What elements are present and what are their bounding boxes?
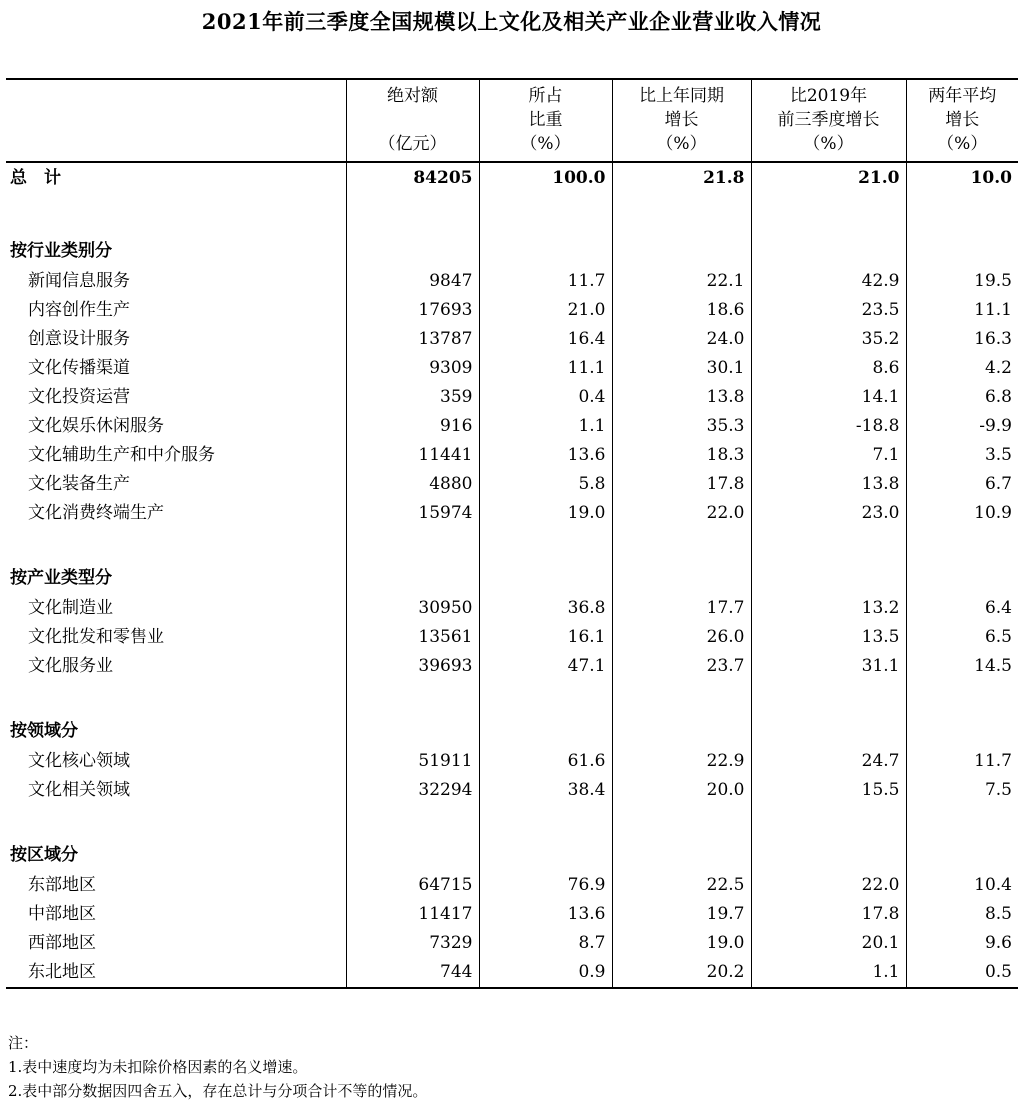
table-row xyxy=(6,354,1018,383)
group-heading-row xyxy=(6,562,1018,594)
spacer-cell xyxy=(346,193,479,235)
group-heading-blank xyxy=(346,839,479,871)
row-value: 11.7 xyxy=(906,747,1018,776)
row-value: 11.7 xyxy=(479,267,612,296)
footnote-2: 2.表中部分数据因四舍五入，存在总计与分项合计不等的情况。 xyxy=(8,1082,428,1100)
row-value: 47.1 xyxy=(479,652,612,681)
group-heading: 按产业类型分 xyxy=(10,568,112,588)
group-heading-blank xyxy=(479,562,612,594)
group-heading-row xyxy=(6,839,1018,871)
row-value: 10.9 xyxy=(906,499,1018,528)
spacer-cell xyxy=(6,193,346,235)
spacer-cell xyxy=(906,805,1018,839)
total-value: 21.0 xyxy=(751,162,906,193)
row-value: 16.4 xyxy=(479,325,612,354)
row-value: 9.6 xyxy=(906,929,1018,958)
row-value: 14.5 xyxy=(906,652,1018,681)
table-row xyxy=(6,747,1018,776)
row-value: 23.5 xyxy=(751,296,906,325)
row-label: 文化相关领域 xyxy=(28,780,130,800)
row-value: 20.1 xyxy=(751,929,906,958)
row-value: 3.5 xyxy=(906,441,1018,470)
group-heading: 按领域分 xyxy=(10,721,78,741)
spacer-row xyxy=(6,193,1018,235)
row-value: 22.9 xyxy=(612,747,751,776)
spacer-cell xyxy=(751,805,906,839)
group-heading-blank xyxy=(612,715,751,747)
row-label: 新闻信息服务 xyxy=(28,271,130,291)
spacer-cell xyxy=(751,528,906,562)
row-label: 文化制造业 xyxy=(28,598,113,618)
row-value: 916 xyxy=(346,412,479,441)
table-row xyxy=(6,594,1018,623)
table-row xyxy=(6,412,1018,441)
row-value: 19.0 xyxy=(479,499,612,528)
group-heading-blank xyxy=(612,235,751,267)
row-label: 东部地区 xyxy=(28,875,96,895)
spacer-cell xyxy=(479,193,612,235)
row-label: 文化装备生产 xyxy=(28,474,130,494)
row-value: 23.7 xyxy=(612,652,751,681)
row-value: -18.8 xyxy=(751,412,906,441)
header-row xyxy=(6,79,1018,162)
row-value: 1.1 xyxy=(479,412,612,441)
row-value: 744 xyxy=(346,958,479,988)
footnotes xyxy=(8,1031,427,1103)
row-value: 6.5 xyxy=(906,623,1018,652)
total-value: 84205 xyxy=(346,162,479,193)
row-value: 1.1 xyxy=(751,958,906,988)
row-value: 8.7 xyxy=(479,929,612,958)
row-value: 23.0 xyxy=(751,499,906,528)
table-title: 2021年前三季度全国规模以上文化及相关产业企业营业收入情况 xyxy=(201,9,822,34)
row-value: 16.1 xyxy=(479,623,612,652)
table-row xyxy=(6,441,1018,470)
spacer-cell xyxy=(346,805,479,839)
row-value: 18.3 xyxy=(612,441,751,470)
group-heading: 按区域分 xyxy=(10,845,78,865)
table-row xyxy=(6,499,1018,528)
row-value: 7.1 xyxy=(751,441,906,470)
row-value: -9.9 xyxy=(906,412,1018,441)
row-value: 22.5 xyxy=(612,871,751,900)
row-value: 20.2 xyxy=(612,958,751,988)
table-row xyxy=(6,296,1018,325)
row-value: 9847 xyxy=(346,267,479,296)
row-label: 西部地区 xyxy=(28,933,96,953)
group-heading-blank xyxy=(612,562,751,594)
row-value: 24.7 xyxy=(751,747,906,776)
row-value: 4.2 xyxy=(906,354,1018,383)
spacer-row xyxy=(6,528,1018,562)
row-value: 11.1 xyxy=(906,296,1018,325)
row-label: 文化娱乐休闲服务 xyxy=(28,416,164,436)
row-value: 6.8 xyxy=(906,383,1018,412)
row-value: 6.4 xyxy=(906,594,1018,623)
row-label: 文化消费终端生产 xyxy=(28,503,164,523)
group-heading-row xyxy=(6,715,1018,747)
row-value: 17.8 xyxy=(612,470,751,499)
spacer-cell xyxy=(479,528,612,562)
row-value: 26.0 xyxy=(612,623,751,652)
row-value: 15.5 xyxy=(751,776,906,805)
row-value: 17.7 xyxy=(612,594,751,623)
group-heading-blank xyxy=(906,715,1018,747)
row-value: 19.0 xyxy=(612,929,751,958)
row-value: 17693 xyxy=(346,296,479,325)
row-value: 35.2 xyxy=(751,325,906,354)
row-value: 8.5 xyxy=(906,900,1018,929)
row-label: 文化辅助生产和中介服务 xyxy=(28,445,215,465)
group-heading-blank xyxy=(346,562,479,594)
row-label: 文化投资运营 xyxy=(28,387,130,407)
row-value: 9309 xyxy=(346,354,479,383)
row-value: 30.1 xyxy=(612,354,751,383)
row-label: 东北地区 xyxy=(6,958,346,988)
group-heading-blank xyxy=(479,839,612,871)
row-value: 13.5 xyxy=(751,623,906,652)
group-heading-blank xyxy=(906,235,1018,267)
row-value: 42.9 xyxy=(751,267,906,296)
group-heading-blank xyxy=(751,235,906,267)
spacer-cell xyxy=(346,528,479,562)
row-value: 15974 xyxy=(346,499,479,528)
table-row xyxy=(6,929,1018,958)
spacer-cell xyxy=(479,805,612,839)
row-value: 10.4 xyxy=(906,871,1018,900)
row-value: 13.6 xyxy=(479,441,612,470)
row-value: 13.8 xyxy=(751,470,906,499)
row-value: 17.8 xyxy=(751,900,906,929)
row-value: 7329 xyxy=(346,929,479,958)
header-vs-2019-growth: 比2019年 前三季度增长 （%） xyxy=(751,79,906,162)
group-heading-blank xyxy=(751,839,906,871)
group-heading-blank xyxy=(751,562,906,594)
row-value: 19.5 xyxy=(906,267,1018,296)
row-label: 文化服务业 xyxy=(28,656,113,676)
group-heading-blank xyxy=(346,715,479,747)
row-value: 22.1 xyxy=(612,267,751,296)
group-heading-blank xyxy=(612,839,751,871)
header-two-year-avg-growth: 两年平均 增长 （%） xyxy=(906,79,1018,162)
table-row xyxy=(6,958,1018,988)
group-heading-blank xyxy=(479,715,612,747)
revenue-table xyxy=(6,78,1018,989)
row-value: 64715 xyxy=(346,871,479,900)
row-value: 35.3 xyxy=(612,412,751,441)
spacer-row xyxy=(6,805,1018,839)
row-value: 13787 xyxy=(346,325,479,354)
row-value: 31.1 xyxy=(751,652,906,681)
row-label: 中部地区 xyxy=(28,904,96,924)
row-value: 5.8 xyxy=(479,470,612,499)
header-blank-cell xyxy=(6,79,346,162)
spacer-cell xyxy=(612,193,751,235)
row-label: 文化批发和零售业 xyxy=(28,627,164,647)
header-share: 所占 比重 （%） xyxy=(479,79,612,162)
row-label: 文化传播渠道 xyxy=(28,358,130,378)
spacer-cell xyxy=(906,528,1018,562)
row-value: 0.9 xyxy=(479,958,612,988)
row-value: 39693 xyxy=(346,652,479,681)
row-value: 20.0 xyxy=(612,776,751,805)
total-row xyxy=(6,162,1018,193)
table-row xyxy=(6,652,1018,681)
row-label: 创意设计服务 xyxy=(28,329,130,349)
spacer-cell xyxy=(479,681,612,715)
row-value: 32294 xyxy=(346,776,479,805)
row-value: 76.9 xyxy=(479,871,612,900)
row-value: 13561 xyxy=(346,623,479,652)
spacer-cell xyxy=(751,681,906,715)
group-heading-blank xyxy=(906,562,1018,594)
row-value: 0.5 xyxy=(906,958,1018,988)
table-row xyxy=(6,776,1018,805)
row-value: 24.0 xyxy=(612,325,751,354)
row-value: 13.2 xyxy=(751,594,906,623)
spacer-cell xyxy=(906,193,1018,235)
row-label: 文化核心领域 xyxy=(28,751,130,771)
row-value: 6.7 xyxy=(906,470,1018,499)
row-value: 14.1 xyxy=(751,383,906,412)
row-value: 21.0 xyxy=(479,296,612,325)
row-value: 16.3 xyxy=(906,325,1018,354)
total-value: 100.0 xyxy=(479,162,612,193)
row-value: 22.0 xyxy=(751,871,906,900)
table-row xyxy=(6,267,1018,296)
spacer-cell xyxy=(612,805,751,839)
total-label: 总 计 xyxy=(10,168,61,188)
table-body xyxy=(6,162,1018,988)
row-value: 61.6 xyxy=(479,747,612,776)
row-value: 0.4 xyxy=(479,383,612,412)
spacer-row xyxy=(6,681,1018,715)
row-value: 7.5 xyxy=(906,776,1018,805)
spacer-cell xyxy=(6,805,346,839)
group-heading-blank xyxy=(906,839,1018,871)
row-value: 4880 xyxy=(346,470,479,499)
row-value: 359 xyxy=(346,383,479,412)
spacer-cell xyxy=(346,681,479,715)
table-row xyxy=(6,871,1018,900)
table-row xyxy=(6,325,1018,354)
row-value: 13.8 xyxy=(612,383,751,412)
footnote-heading: 注： xyxy=(8,1034,39,1052)
row-value: 38.4 xyxy=(479,776,612,805)
row-value: 19.7 xyxy=(612,900,751,929)
row-value: 51911 xyxy=(346,747,479,776)
group-heading-blank xyxy=(479,235,612,267)
row-label: 内容创作生产 xyxy=(28,300,130,320)
spacer-cell xyxy=(612,681,751,715)
row-value: 13.6 xyxy=(479,900,612,929)
row-value: 36.8 xyxy=(479,594,612,623)
header-absolute-amount: 绝对额 （亿元） xyxy=(346,79,479,162)
spacer-cell xyxy=(6,681,346,715)
spacer-cell xyxy=(6,528,346,562)
row-value: 22.0 xyxy=(612,499,751,528)
table-row xyxy=(6,900,1018,929)
row-value: 11417 xyxy=(346,900,479,929)
table-row xyxy=(6,383,1018,412)
total-value: 21.8 xyxy=(612,162,751,193)
spacer-cell xyxy=(751,193,906,235)
footnote-1: 1.表中速度均为未扣除价格因素的名义增速。 xyxy=(8,1058,308,1076)
row-value: 8.6 xyxy=(751,354,906,383)
group-heading-blank xyxy=(751,715,906,747)
row-value: 11441 xyxy=(346,441,479,470)
table-row xyxy=(6,623,1018,652)
header-yoy-growth: 比上年同期 增长 （%） xyxy=(612,79,751,162)
row-value: 30950 xyxy=(346,594,479,623)
spacer-cell xyxy=(906,681,1018,715)
group-heading: 按行业类别分 xyxy=(10,241,112,261)
row-value: 11.1 xyxy=(479,354,612,383)
spacer-cell xyxy=(612,528,751,562)
row-value: 18.6 xyxy=(612,296,751,325)
group-heading-blank xyxy=(346,235,479,267)
group-heading-row xyxy=(6,235,1018,267)
table-row xyxy=(6,470,1018,499)
total-value: 10.0 xyxy=(906,162,1018,193)
